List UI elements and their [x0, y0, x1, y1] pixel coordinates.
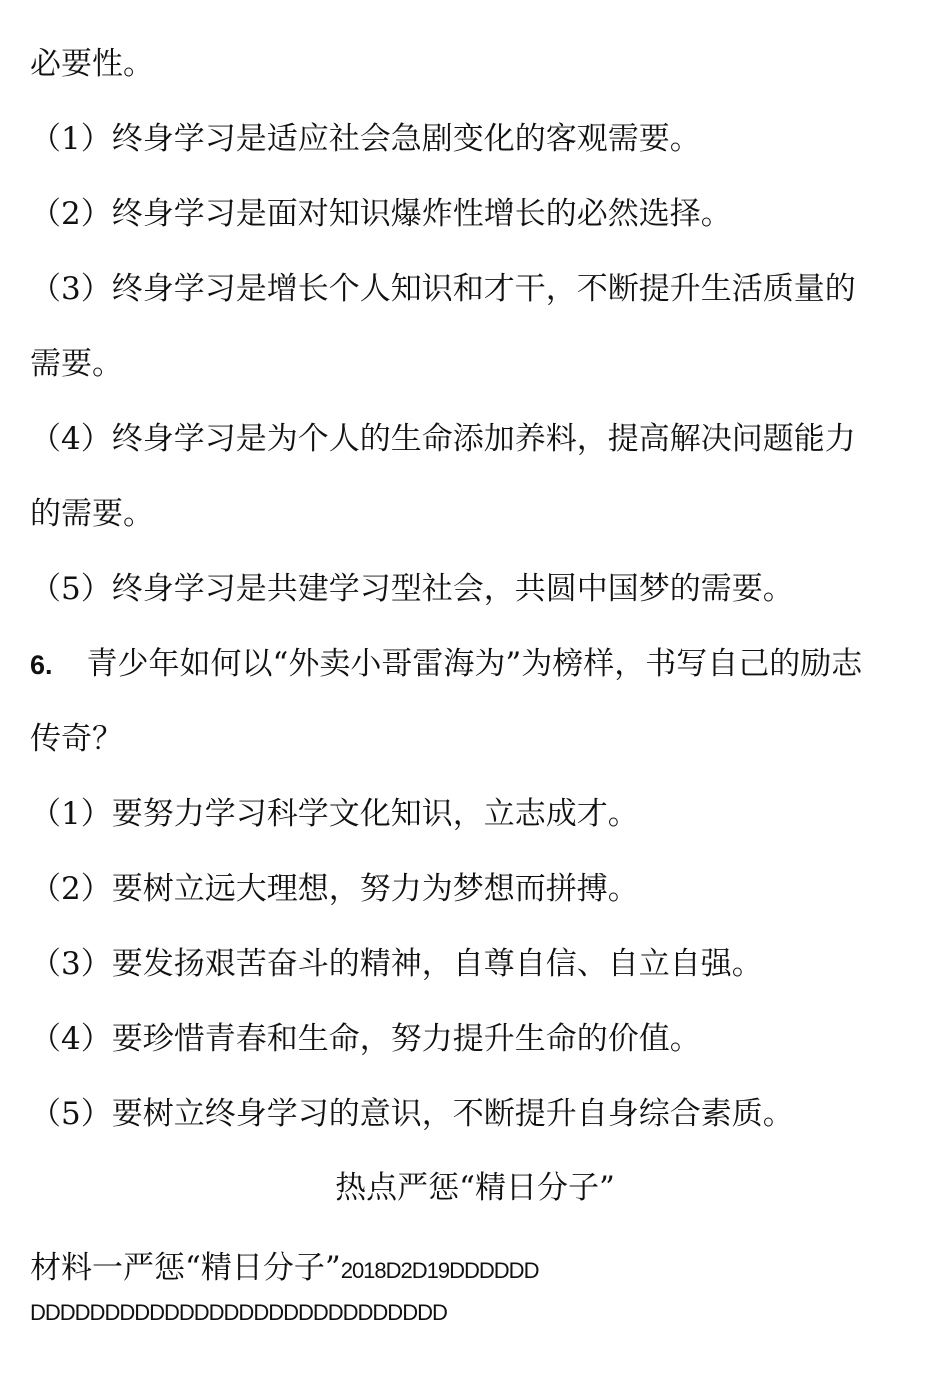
text-line-1: 必要性。: [30, 46, 154, 82]
question-6-continued: 传奇？: [30, 721, 123, 757]
question-number: 6.: [30, 650, 53, 680]
text-line-3: （2）终身学习是面对知识爆炸性增长的必然选择。: [30, 196, 732, 232]
material-line-2: DDDDDDDDDDDDDDDDDDDDDDDDDDDD: [30, 1300, 447, 1325]
text-line-8: （5）终身学习是共建学习型社会，共圆中国梦的需要。: [30, 571, 794, 607]
question-text: 青少年如何以“外卖小哥雷海为”为榜样，书写自己的励志: [86, 646, 863, 682]
question-6: [30, 644, 862, 685]
answer-2: （2）要树立远大理想，努力为梦想而拼搏。: [30, 871, 639, 907]
material-suffix: 2018D2D19DDDDDD: [340, 1258, 539, 1283]
material-line-1: [30, 1248, 538, 1291]
answer-1: （1）要努力学习科学文化知识，立志成才。: [30, 796, 639, 832]
material-prefix: 材料一严惩“精日分子”: [30, 1250, 341, 1286]
text-line-6: （4）终身学习是为个人的生命添加养料，提高解决问题能力: [30, 421, 856, 457]
text-line-7: 的需要。: [30, 496, 154, 532]
section-heading: 热点严惩“精日分子”: [335, 1170, 615, 1206]
text-line-5: 需要。: [30, 346, 123, 382]
text-line-2: （1）终身学习是适应社会急剧变化的客观需要。: [30, 121, 701, 157]
answer-5: （5）要树立终身学习的意识，不断提升自身综合素质。: [30, 1096, 794, 1132]
answer-3: （3）要发扬艰苦奋斗的精神，自尊自信、自立自强。: [30, 946, 763, 982]
text-line-4: （3）终身学习是增长个人知识和才干，不断提升生活质量的: [30, 271, 856, 307]
answer-4: （4）要珍惜青春和生命，努力提升生命的价值。: [30, 1021, 701, 1057]
